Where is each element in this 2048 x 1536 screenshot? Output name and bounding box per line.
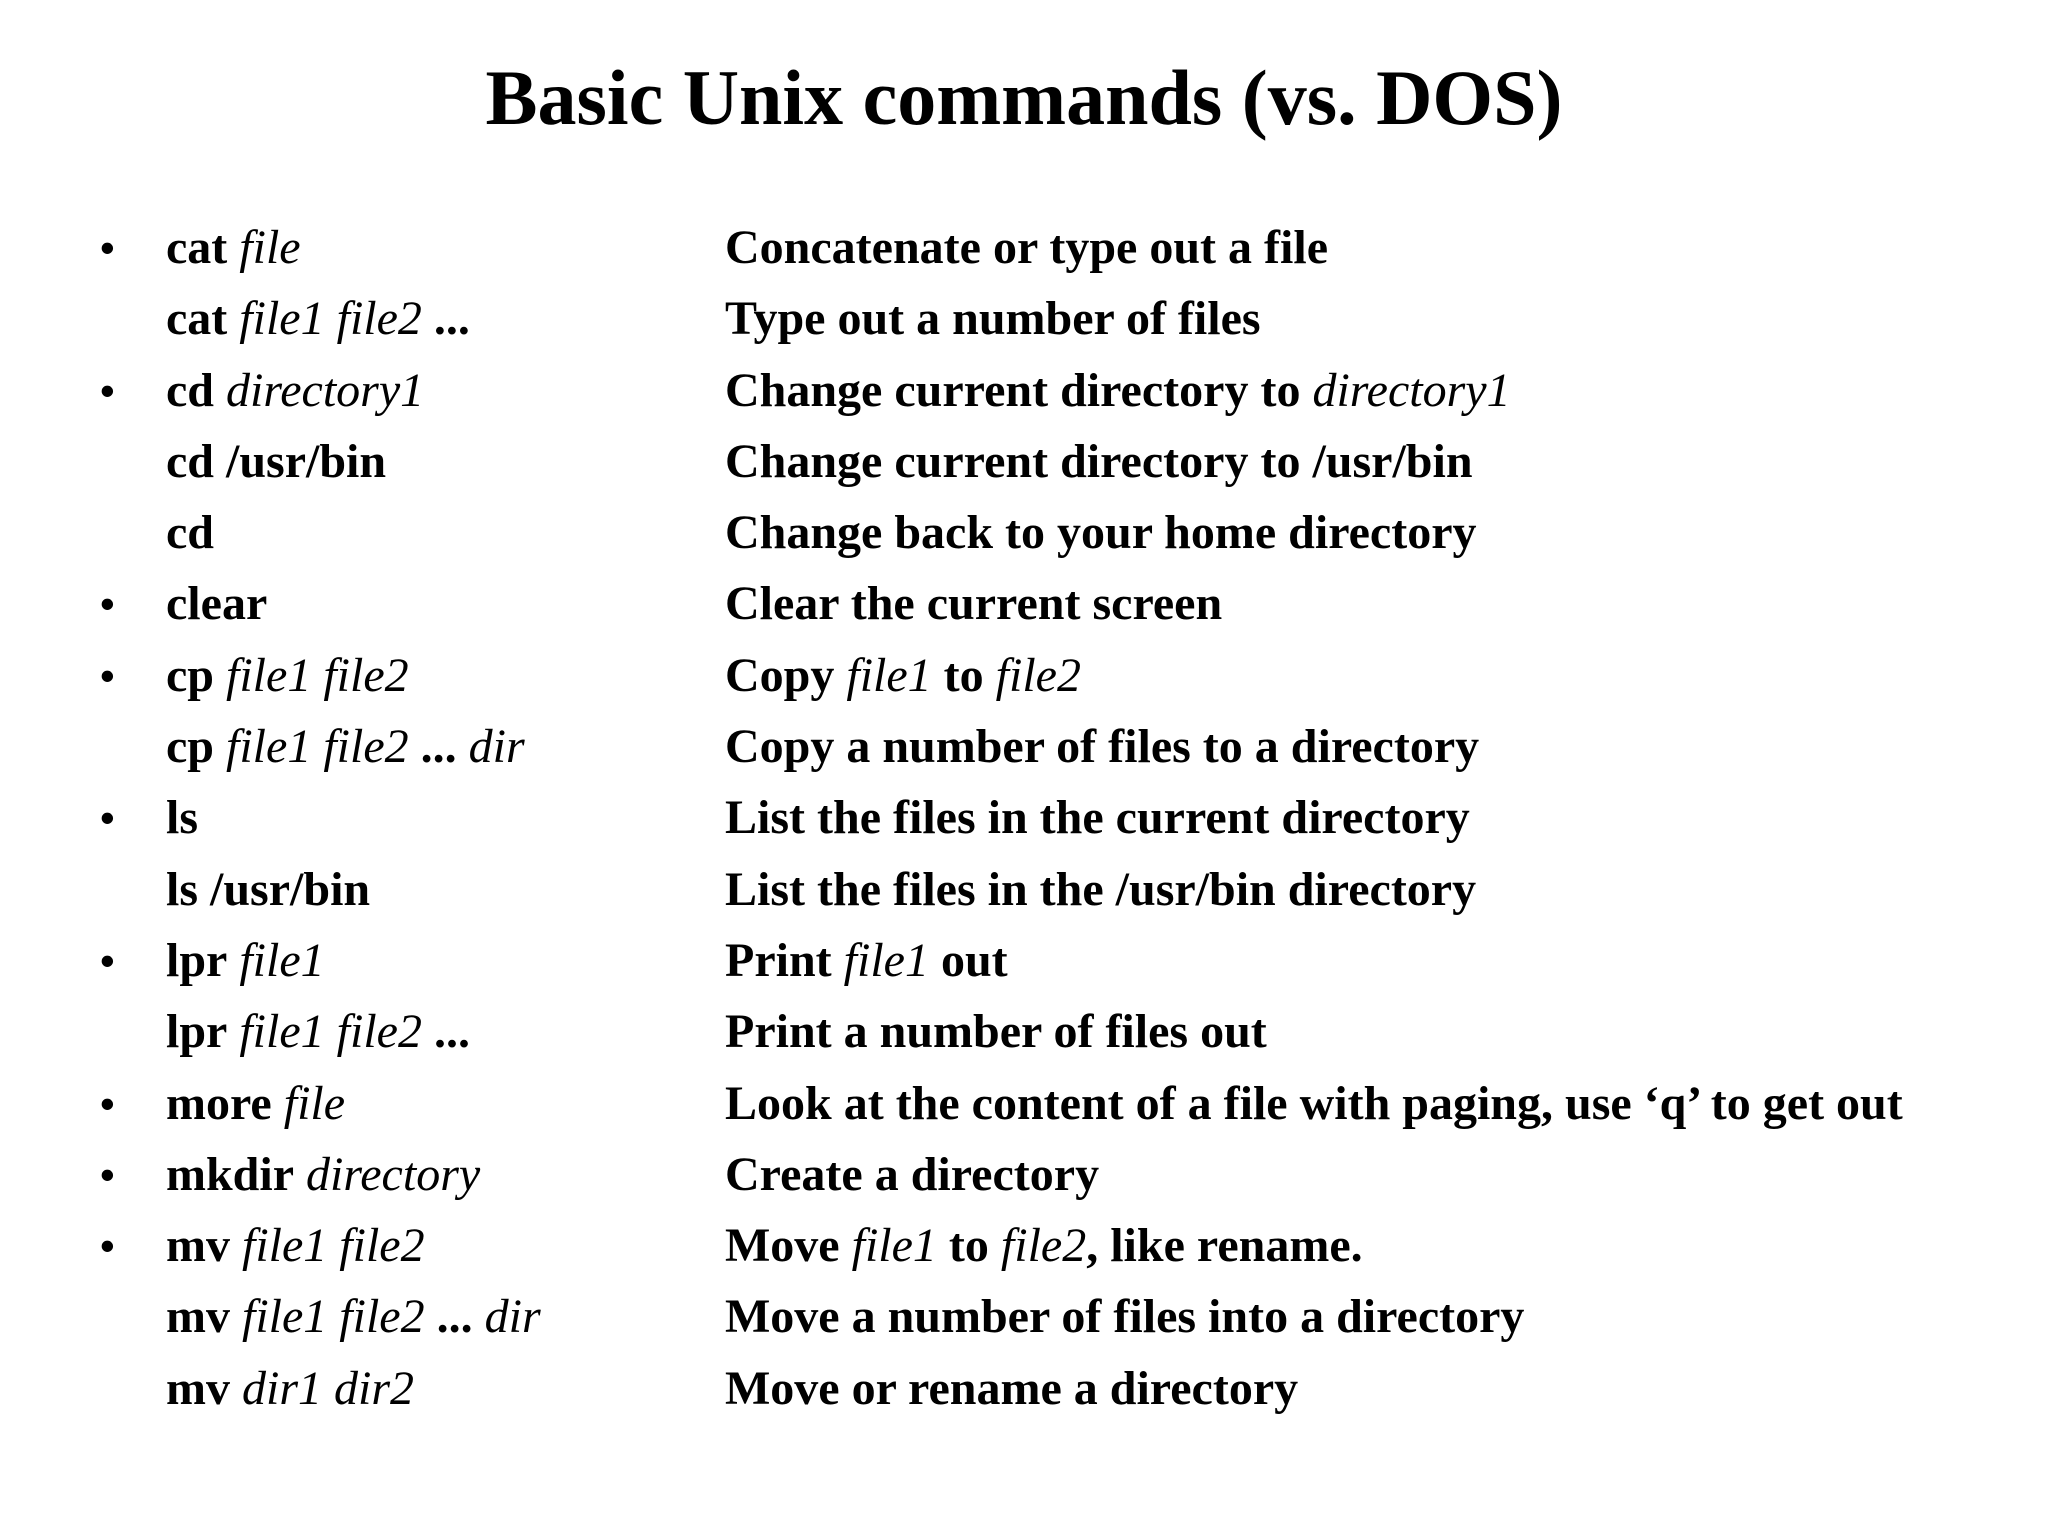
- command-keyword: ...: [424, 1290, 473, 1344]
- command-row: [0, 640, 2048, 711]
- command-description: [725, 925, 1008, 996]
- command-row: [0, 925, 2048, 996]
- command-description: [725, 568, 1222, 639]
- description-text: Move or rename a directory: [725, 1361, 1299, 1415]
- command-description: [725, 426, 1473, 497]
- command-row: [0, 1353, 2048, 1424]
- command-argument: file: [227, 221, 301, 274]
- slide-title: Basic Unix commands (vs. DOS): [485, 54, 1563, 141]
- command-syntax: [166, 1281, 541, 1352]
- command-row: [0, 1281, 2048, 1352]
- command-description: [725, 1281, 1524, 1352]
- description-text: , like rename.: [1086, 1219, 1363, 1273]
- command-description: [725, 212, 1328, 283]
- description-argument: file2: [1000, 1219, 1087, 1273]
- command-keyword: cd /usr/bin: [166, 434, 387, 488]
- command-keyword: ...: [421, 1005, 470, 1059]
- command-keyword: mv: [166, 1361, 230, 1415]
- description-text: Print: [725, 933, 844, 987]
- description-text: Change current directory to /usr/bin: [725, 434, 1473, 488]
- description-text: Copy a number of files to a directory: [725, 720, 1480, 774]
- description-text: out: [928, 933, 1008, 987]
- command-syntax: [166, 1210, 425, 1281]
- description-text: Type out a number of files: [725, 292, 1261, 346]
- command-description: [725, 1210, 1363, 1281]
- description-text: Change current directory to: [725, 363, 1313, 417]
- command-syntax: [166, 996, 470, 1067]
- bullet-icon: •: [100, 1079, 115, 1127]
- command-row: [0, 782, 2048, 853]
- command-syntax: [166, 568, 267, 639]
- bullet-icon: •: [100, 1222, 115, 1270]
- bullet-icon: •: [100, 651, 115, 699]
- bullet-icon: •: [100, 580, 115, 628]
- command-keyword: more: [166, 1076, 272, 1130]
- command-row: [0, 1068, 2048, 1139]
- command-description: [725, 1353, 1298, 1424]
- command-argument: file1: [227, 933, 325, 987]
- command-keyword: clear: [166, 577, 268, 631]
- command-description: [725, 640, 1081, 711]
- command-argument: dir1 dir2: [229, 1361, 415, 1415]
- description-text: Concatenate or type out a file: [725, 221, 1328, 274]
- command-keyword: ...: [421, 292, 470, 346]
- command-row: [0, 426, 2048, 497]
- command-syntax: [166, 854, 370, 925]
- command-description: [725, 1068, 1903, 1139]
- command-keyword: cat: [166, 221, 228, 274]
- command-argument: dir: [456, 720, 525, 774]
- command-row: [0, 568, 2048, 639]
- bullet-icon: •: [100, 366, 115, 414]
- command-row: [0, 854, 2048, 925]
- command-argument: file1 file2: [214, 720, 409, 774]
- command-description: [725, 283, 1261, 354]
- description-text: Move a number of files into a directory: [725, 1290, 1525, 1344]
- command-keyword: ls /usr/bin: [166, 862, 371, 916]
- command-list: [0, 212, 2048, 1424]
- command-syntax: [166, 1068, 345, 1139]
- command-description: [725, 782, 1470, 853]
- command-argument: file1 file2: [229, 1219, 425, 1273]
- description-text: List the files in the /usr/bin directory: [725, 862, 1477, 916]
- command-syntax: [166, 212, 301, 283]
- command-row: [0, 355, 2048, 426]
- command-syntax: [166, 426, 386, 497]
- command-description: [725, 854, 1476, 925]
- description-argument: directory1: [1312, 363, 1511, 417]
- command-argument: file: [271, 1076, 346, 1130]
- command-argument: dir: [472, 1290, 541, 1344]
- bullet-icon: •: [100, 794, 115, 842]
- command-row: [0, 996, 2048, 1067]
- description-text: Copy: [725, 648, 847, 702]
- command-row: [0, 283, 2048, 354]
- command-argument: file1 file2: [227, 1005, 422, 1059]
- command-syntax: [166, 640, 409, 711]
- command-keyword: cp: [166, 720, 214, 774]
- command-syntax: [166, 283, 470, 354]
- description-argument: file1: [846, 648, 932, 702]
- command-description: [725, 355, 1511, 426]
- command-keyword: lpr: [166, 933, 228, 987]
- bullet-icon: •: [100, 936, 115, 984]
- command-syntax: [166, 1139, 480, 1210]
- description-text: Change back to your home directory: [725, 506, 1477, 560]
- command-syntax: [166, 1353, 414, 1424]
- command-keyword: cd: [166, 506, 214, 560]
- command-argument: directory1: [214, 363, 425, 417]
- description-text: Print a number of files out: [725, 1005, 1267, 1059]
- description-argument: file1: [851, 1219, 937, 1273]
- command-keyword: lpr: [166, 1005, 228, 1059]
- command-syntax: [166, 711, 525, 782]
- command-row: [0, 1139, 2048, 1210]
- command-argument: file1 file2: [227, 292, 422, 346]
- command-argument: file1 file2: [229, 1290, 425, 1344]
- command-keyword: cd: [166, 363, 214, 417]
- command-syntax: [166, 497, 214, 568]
- command-syntax: [166, 925, 325, 996]
- command-keyword: cp: [166, 648, 214, 702]
- description-text: to: [936, 1219, 1001, 1273]
- command-keyword: ls: [166, 791, 199, 845]
- command-keyword: cat: [166, 292, 228, 346]
- command-row: [0, 711, 2048, 782]
- command-syntax: [166, 355, 424, 426]
- command-keyword: mv: [166, 1219, 230, 1273]
- command-description: [725, 996, 1267, 1067]
- command-description: [725, 711, 1479, 782]
- bullet-icon: •: [100, 224, 115, 271]
- description-text: Move: [725, 1219, 852, 1273]
- command-description: [725, 1139, 1099, 1210]
- command-argument: directory: [294, 1147, 481, 1201]
- command-keyword: mkdir: [166, 1147, 295, 1201]
- description-text: Create a directory: [725, 1147, 1100, 1201]
- description-argument: file2: [995, 648, 1081, 702]
- bullet-icon: •: [100, 1150, 115, 1198]
- command-description: [725, 497, 1477, 568]
- description-argument: file1: [843, 933, 929, 987]
- command-keyword: ...: [408, 720, 457, 774]
- command-row: [0, 497, 2048, 568]
- description-text: Clear the current screen: [725, 577, 1223, 631]
- description-text: List the files in the current directory: [725, 791, 1470, 845]
- description-text: to: [931, 648, 996, 702]
- description-text: Look at the content of a file with paging, use ‘q’ to get out: [725, 1076, 1903, 1130]
- command-keyword: mv: [166, 1290, 230, 1344]
- command-argument: file1 file2: [214, 648, 409, 702]
- command-row: [0, 1210, 2048, 1281]
- command-row: [0, 212, 2048, 283]
- command-syntax: [166, 782, 198, 853]
